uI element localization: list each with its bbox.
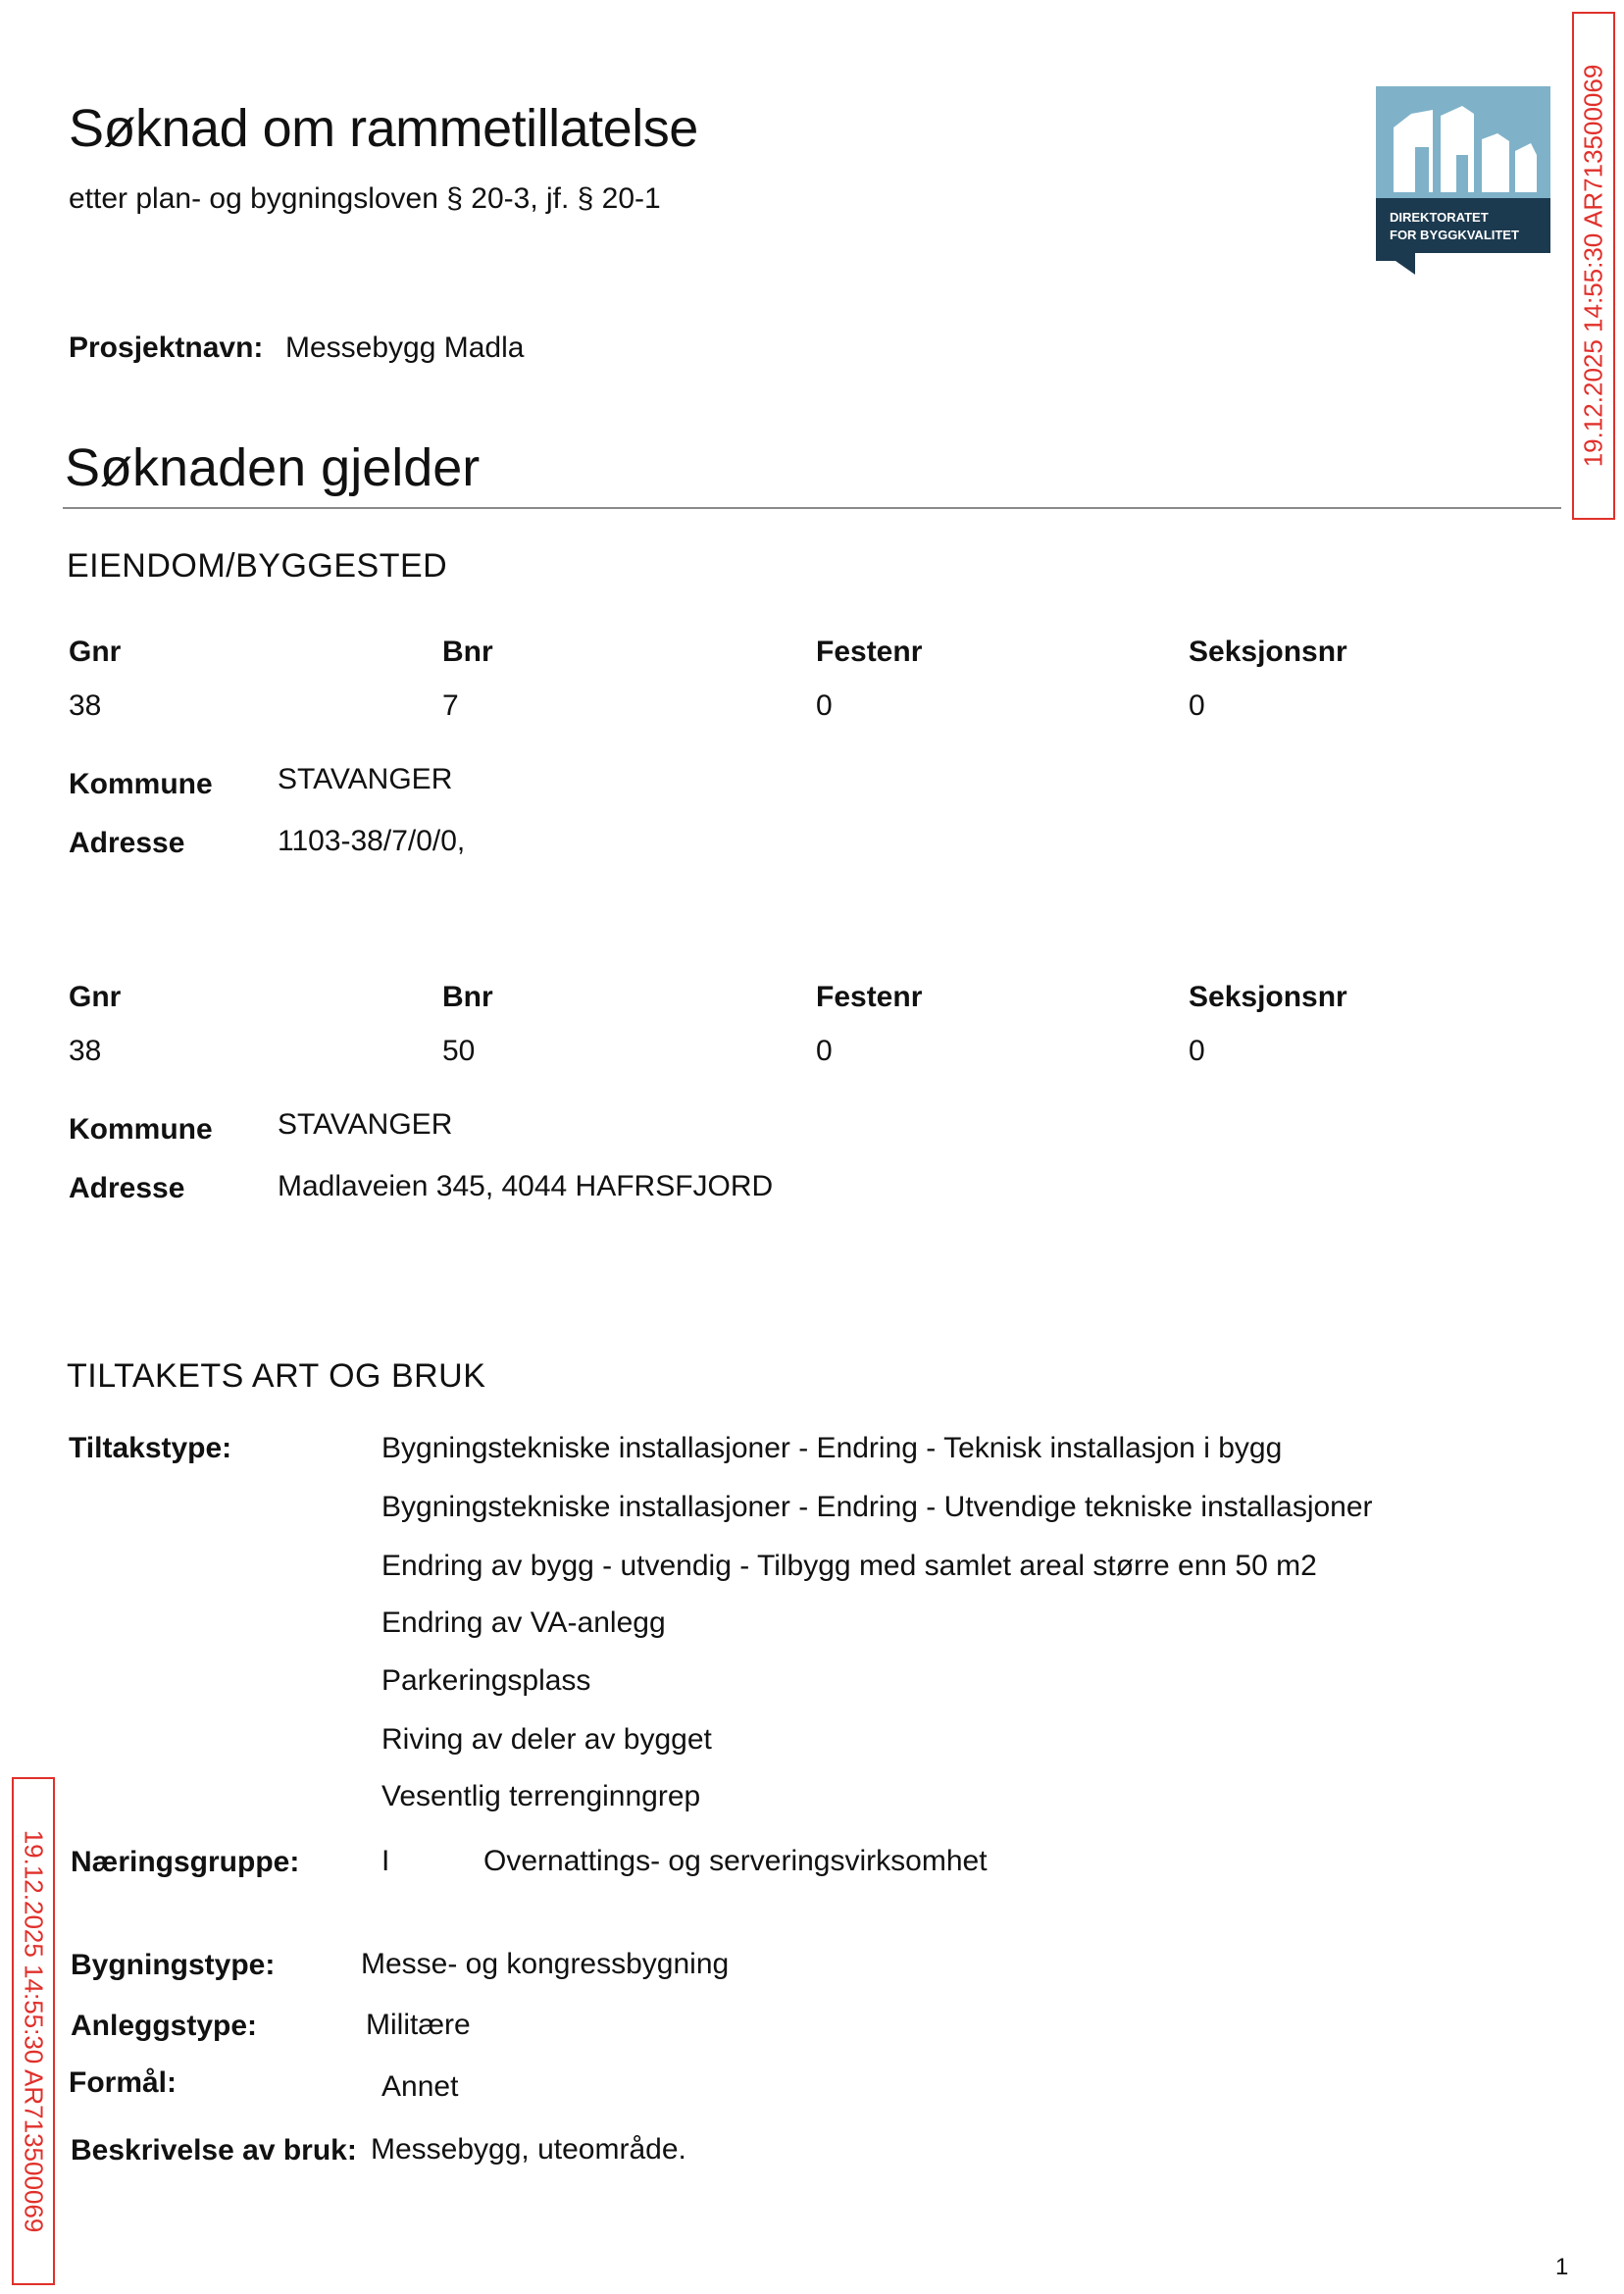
logo-text-line2: FOR BYGGKVALITET — [1390, 228, 1519, 242]
project-name-label: Prosjektnavn: — [69, 331, 264, 364]
naeringsgruppe-value: Overnattings- og serveringsvirksomhet — [483, 1845, 988, 1877]
gnr-value: 38 — [69, 1035, 102, 1067]
timestamp-stamp-text: 19.12.2025 14:55:30 AR713500069 — [1578, 64, 1608, 468]
timestamp-stamp-right — [1572, 12, 1615, 520]
adresse-label: Adresse — [69, 827, 185, 859]
section-divider — [63, 507, 1561, 509]
tiltakstype-item: Parkeringsplass — [381, 1664, 591, 1697]
kommune-value: STAVANGER — [278, 763, 453, 795]
logo-text-line1: DIREKTORATET — [1390, 210, 1489, 225]
section-heading: Søknaden gjelder — [65, 438, 481, 497]
festenr-value: 0 — [816, 1035, 833, 1067]
tiltakstype-item: Endring av bygg - utvendig - Tilbygg med samlet areal større enn 50 m2 — [381, 1550, 1317, 1582]
gnr-label: Gnr — [69, 981, 122, 1013]
formal-value: Annet — [381, 2070, 459, 2103]
seksjonsnr-label: Seksjonsnr — [1189, 981, 1347, 1013]
tiltakstype-item: Riving av deler av bygget — [381, 1723, 712, 1756]
bnr-label: Bnr — [442, 636, 493, 668]
adresse-value: Madlaveien 345, 4044 HAFRSFJORD — [278, 1170, 774, 1202]
bnr-label: Bnr — [442, 981, 493, 1013]
property-heading: EIENDOM/BYGGESTED — [67, 547, 448, 585]
bnr-value: 7 — [442, 689, 459, 722]
tiltakstype-item: Bygningstekniske installasjoner - Endring - Utvendige tekniske installasjoner — [381, 1491, 1373, 1523]
page-number: 1 — [1555, 2254, 1569, 2280]
gnr-value: 38 — [69, 689, 102, 722]
anleggstype-label: Anleggstype: — [71, 2010, 258, 2042]
gnr-label: Gnr — [69, 636, 122, 668]
tiltakstype-item: Bygningstekniske installasjoner - Endring - Teknisk installasjon i bygg — [381, 1432, 1283, 1464]
seksjonsnr-value: 0 — [1189, 689, 1205, 722]
kommune-label: Kommune — [69, 1113, 213, 1146]
tiltak-heading: TILTAKETS ART OG BRUK — [67, 1357, 486, 1395]
anleggstype-value: Militære — [366, 2009, 471, 2041]
bnr-value: 50 — [442, 1035, 476, 1067]
seksjonsnr-label: Seksjonsnr — [1189, 636, 1347, 668]
tiltakstype-item: Endring av VA-anlegg — [381, 1606, 666, 1639]
adresse-label: Adresse — [69, 1172, 185, 1204]
seksjonsnr-value: 0 — [1189, 1035, 1205, 1067]
bygningstype-value: Messe- og kongressbygning — [361, 1948, 730, 1980]
tiltakstype-label: Tiltakstype: — [69, 1432, 232, 1464]
beskrivelse-value: Messebygg, uteområde. — [371, 2133, 686, 2166]
tiltakstype-item: Vesentlig terrenginngrep — [381, 1780, 701, 1812]
kommune-label: Kommune — [69, 768, 213, 800]
document-subtitle: etter plan- og bygningsloven § 20-3, jf. § 20-1 — [69, 182, 661, 215]
festenr-value: 0 — [816, 689, 833, 722]
bygningstype-label: Bygningstype: — [71, 1949, 276, 1981]
dibk-logo — [1376, 86, 1550, 275]
dibk-logo-graphic — [1376, 86, 1550, 275]
festenr-label: Festenr — [816, 981, 923, 1013]
festenr-label: Festenr — [816, 636, 923, 668]
beskrivelse-label: Beskrivelse av bruk: — [71, 2134, 357, 2167]
adresse-value: 1103-38/7/0/0, — [278, 825, 466, 857]
naeringsgruppe-code: I — [381, 1845, 390, 1877]
project-name-value: Messebygg Madla — [285, 331, 525, 364]
timestamp-stamp-text: 19.12.2025 14:55:30 AR713500069 — [19, 1829, 49, 2233]
naeringsgruppe-label: Næringsgruppe: — [71, 1846, 300, 1878]
document-title: Søknad om rammetillatelse — [69, 99, 698, 158]
timestamp-stamp-left — [12, 1777, 55, 2285]
formal-label: Formål: — [69, 2066, 178, 2099]
kommune-value: STAVANGER — [278, 1108, 453, 1141]
